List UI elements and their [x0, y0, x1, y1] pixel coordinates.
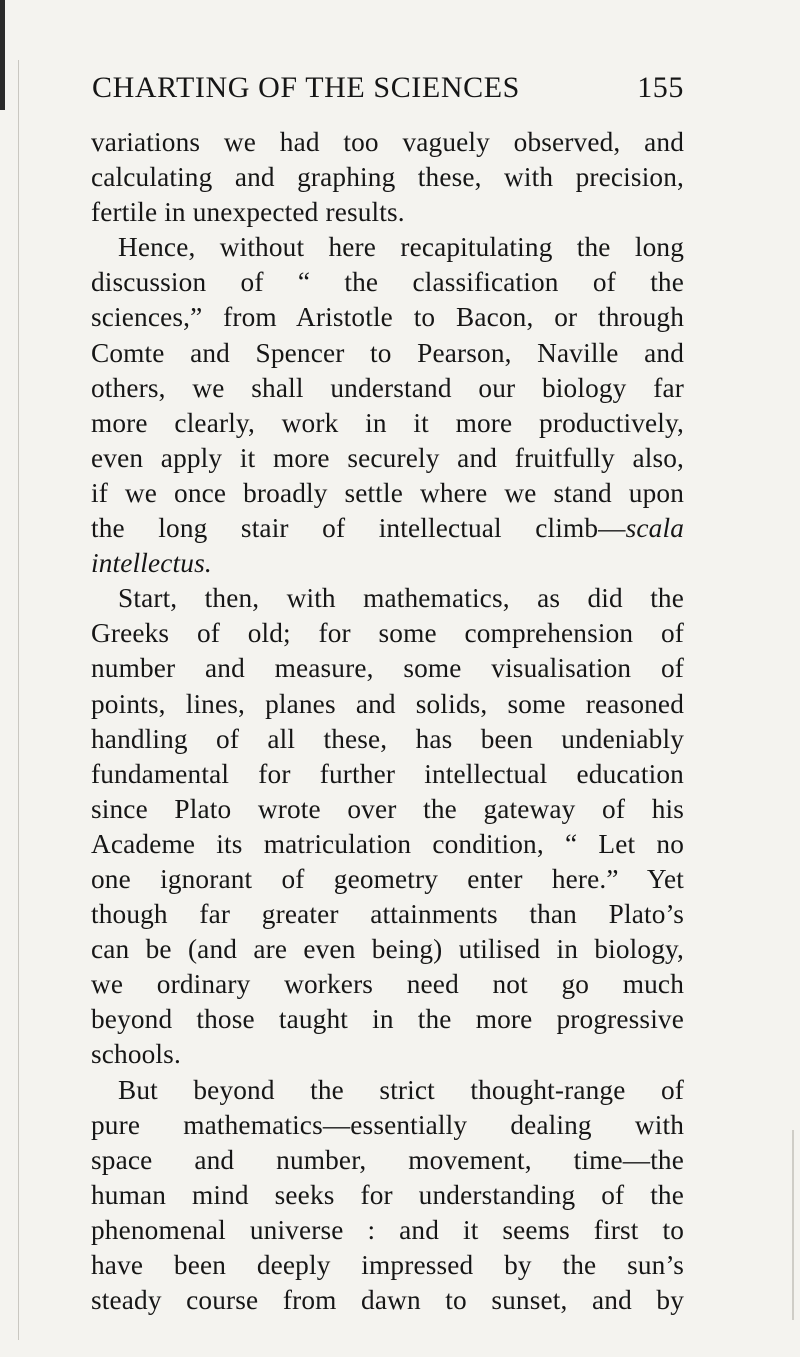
text-line: fertile in unexpected results.	[91, 197, 405, 228]
page-gutter-line	[18, 60, 19, 1340]
text-line: But beyond the strict thought-range of	[118, 1074, 684, 1105]
text-line: handling of all these, has been undeniably	[91, 723, 684, 754]
text-line: others, we shall understand our biology far	[91, 372, 684, 403]
text-line: have been deeply impressed by the sun’s	[91, 1250, 684, 1280]
italic-phrase: intellectus.	[91, 548, 212, 579]
text-line: though far greater attainments than Plato’s	[91, 899, 684, 930]
running-header	[92, 70, 684, 106]
binding-edge	[0, 0, 10, 110]
text-line: space and number, movement, time—the	[91, 1144, 684, 1175]
text-line: number and measure, some visualisation of	[91, 653, 684, 684]
text-line: if we once broadly settle where we stand upon	[91, 477, 684, 508]
page-number: 155	[637, 71, 684, 104]
text-line: beyond those taught in the more progressive	[91, 1004, 684, 1035]
text-line: Start, then, with mathematics, as did the	[118, 583, 684, 614]
text-line	[91, 511, 684, 546]
body-text	[91, 125, 684, 1318]
text-line: discussion of “ the classification of the	[91, 267, 684, 298]
text-line: more clearly, work in it more productively,	[91, 407, 684, 438]
text-line: points, lines, planes and solids, some reasoned	[91, 688, 684, 719]
text-line: Academe its matriculation condition, “ Let no	[91, 828, 684, 859]
text-line: steady course from dawn to sunset, and by	[91, 1285, 684, 1316]
text-line: calculating and graphing these, with precision,	[91, 162, 684, 193]
running-title: CHARTING OF THE SCIENCES	[92, 71, 520, 104]
text-line: Hence, without here recapitulating the long	[118, 232, 684, 263]
text-line: phenomenal universe : and it seems first to	[91, 1214, 684, 1245]
text-line: one ignorant of geometry enter here.” Yet	[91, 863, 684, 894]
text-line: pure mathematics—essentially dealing with	[91, 1109, 684, 1140]
text-line: human mind seeks for understanding of the	[91, 1179, 684, 1210]
page-edge-mark	[792, 1130, 794, 1320]
text-line: variations we had too vaguely observed, and	[91, 127, 684, 157]
text-line: can be (and are even being) utilised in biology,	[91, 934, 684, 965]
italic-phrase: scala	[625, 513, 684, 544]
text-line: even apply it more securely and fruitfully also,	[91, 442, 684, 473]
text-line: schools.	[91, 1039, 181, 1070]
text-line: Greeks of old; for some comprehension of	[91, 618, 684, 649]
text-line-segment: the long stair of intellectual climb—	[91, 513, 626, 544]
text-line: since Plato wrote over the gateway of his	[91, 793, 684, 824]
text-line: we ordinary workers need not go much	[91, 969, 684, 1000]
text-line: sciences,” from Aristotle to Bacon, or through	[91, 302, 684, 333]
text-line: fundamental for further intellectual education	[91, 758, 684, 789]
text-line: Comte and Spencer to Pearson, Naville and	[91, 337, 684, 368]
